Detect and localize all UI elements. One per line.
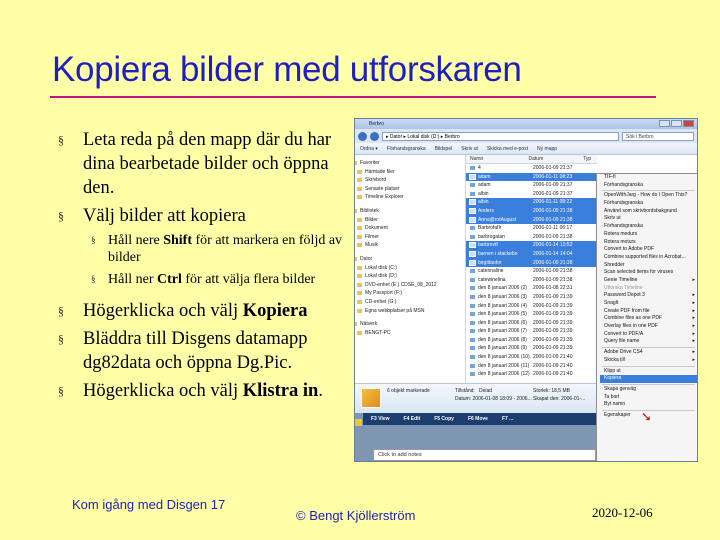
file-name: albin [478,199,489,206]
mouse-pointer-icon: ➘ [641,409,652,424]
menu-item[interactable]: Query file name ▸ [600,338,698,346]
nav-item-label: Dokument [365,225,388,232]
file-row[interactable] [466,198,597,207]
nav-item[interactable] [355,281,465,290]
image-file-icon [469,371,476,377]
image-file-icon [469,260,476,266]
file-name: adam [478,173,491,180]
file-date: 2006-01-09 21:39 [533,302,573,309]
size-label: Storlek: 18,5 MB [533,388,570,394]
file-row[interactable] [466,241,597,250]
bullet-command: Klistra in [242,381,319,401]
menu-item[interactable]: Skicka till ▸ [600,357,698,365]
image-file-icon [469,328,476,334]
file-row[interactable] [466,370,597,379]
file-row[interactable] [466,233,597,242]
nav-item-label: Dator [360,255,373,262]
file-date: 2006-01-09 21:39 [533,319,573,326]
menu-item[interactable]: Kopiera [600,375,698,383]
file-date: 2006-01-09 21:40 [533,354,573,361]
notes-field[interactable]: Click to add notes [373,449,596,461]
sub-bullet-text: Håll ner [108,272,157,287]
function-key-bar [363,413,596,425]
bullet-item [58,379,343,403]
bullet-text: Högerklicka och välj [83,301,243,321]
file-row[interactable] [466,344,597,353]
function-key-button[interactable]: F6 Move [467,416,488,422]
menu-item[interactable]: Overlay files in one PDF ▸ [600,323,698,331]
toolbar-button[interactable]: Ordna ▾ [360,145,378,152]
nav-item-label: Lokal disk (C:) [365,264,397,271]
menu-item[interactable]: Förhandsgranska [604,200,643,207]
image-file-icon [469,294,476,300]
toolbar-button[interactable]: Skicka med e-post [486,145,529,152]
file-row[interactable] [466,310,597,319]
bullet-marker: § [58,304,64,318]
nav-item-label: Bilder [365,216,378,223]
file-date: 2006-01-09 21:37 [533,165,573,171]
file-date: 2006-01-11 06:17 [533,225,573,232]
file-name: catewinelina [478,276,506,283]
title-divider [50,96,656,98]
image-file-icon [469,345,476,351]
menu-item[interactable]: OpenWithJarg - How do I Open This? [604,192,688,199]
menu-item[interactable]: TIF-fi [604,174,616,180]
menu-item[interactable]: Klipp ut [604,367,621,374]
menu-item[interactable]: Byt namn [604,401,626,408]
state-value: Delad [479,388,493,394]
file-name: den 8 januari 2006 (4) [478,302,527,309]
image-file-icon [469,337,476,343]
file-row[interactable] [466,284,597,293]
folder-icon [357,309,362,313]
file-row[interactable] [466,216,597,225]
file-date: 2006-01-09 21:38 [533,216,573,223]
column-date[interactable]: Datum [528,156,544,162]
nav-item-label: Musik [365,242,379,249]
bullet-command: Kopiera [242,301,308,321]
slide-title: Kopiera bilder med utforskaren [52,50,522,89]
image-file-icon [469,363,476,369]
nav-item-label: CD-enhet (G:) [365,298,397,305]
nav-item-label: Skrivbord [365,177,387,184]
folder-icon [357,218,362,222]
sub-bullet-marker: § [91,274,96,284]
address-bar [355,129,697,143]
nav-item[interactable] [355,176,465,185]
folder-icon [357,266,362,270]
folder-icon [357,195,362,199]
menu-item[interactable]: Skriv ut [604,215,621,222]
menu-item[interactable]: Create PDF from file ▸ [600,308,698,316]
bullet-marker: § [58,209,64,223]
bullet-marker: § [58,133,64,147]
nav-item[interactable] [355,241,465,250]
state-label: Tillstånd: [455,388,475,394]
details-pane [355,383,596,413]
file-name: barbrovtf [478,242,498,249]
explorer-toolbar [355,143,697,155]
file-date: 2006-01-09 21:39 [533,293,573,300]
folder-icon [357,283,362,287]
key-name: Ctrl [156,272,182,287]
file-row[interactable] [466,181,597,190]
file-name: barnen i stackebo [478,250,518,257]
menu-item[interactable]: Genie Timeline ▸ [600,277,698,285]
file-date: 2006-01-09 21:37 [533,182,573,189]
file-date: 2006-01-09 21:38 [533,268,573,275]
file-date: 2006-01-09 21:38 [533,207,573,214]
file-list [465,155,597,383]
file-row[interactable] [466,259,597,268]
column-name[interactable]: Namn [470,156,484,162]
file-date: 2006-01-11 08:23 [533,173,573,180]
file-name: den 8 januari 2006 (5) [478,311,527,318]
nav-item-label: My Passport (F:) [365,290,402,297]
window-titlebar [355,119,697,129]
file-date: 2006-01-09 21:38 [533,276,573,283]
navigation-pane [355,155,465,383]
bullet-marker: § [58,332,64,346]
file-row[interactable] [466,276,597,285]
menu-item[interactable]: Förhandsgranska [604,223,643,230]
nav-item[interactable] [355,289,465,298]
file-date: 2006-01-09 21:38 [533,259,573,266]
nav-item-label: Favoriter [360,160,380,166]
menu-item[interactable]: Password Depot 3 ▸ [600,292,698,300]
file-row[interactable] [466,164,597,173]
file-name: den 8 januari 2006 (8) [478,336,527,343]
file-name: catennaline [478,268,504,275]
file-name: den 8 januari 2006 (2) [478,285,527,292]
file-date: 2006-01-11 08:22 [533,199,573,206]
file-date: 2006-01-14 14:04 [533,250,573,257]
file-row[interactable] [466,362,597,371]
menu-item[interactable]: Convert to Adobe PDF [604,246,655,253]
file-row[interactable] [466,224,597,233]
file-row[interactable] [466,302,597,311]
bullet-list [58,128,343,407]
forward-icon[interactable] [370,132,379,141]
folder-icon [357,300,362,304]
nav-item[interactable] [355,224,465,233]
nav-item-label: BENGT-PC [365,329,391,336]
image-file-icon [469,217,476,223]
file-row[interactable] [466,327,597,336]
nav-item[interactable] [355,193,465,202]
sub-bullet-text: för att välja flera bilder [181,272,316,287]
file-name: den 8 januari 2006 (3) [478,293,527,300]
nav-item[interactable] [355,307,465,316]
sub-bullet-text: Håll nere [108,233,164,248]
nav-item-label: DVD-enhet (E:) CDSE_08_2012 [365,281,437,288]
file-date: 2006-01-09 21:39 [533,328,573,335]
sub-bullet-text: för att markera en följd av bilder [108,233,343,265]
toolbar-button[interactable]: Bildspel [434,145,453,152]
back-icon[interactable] [358,132,367,141]
file-name: Barbrofaflr [478,225,502,232]
thumbnail-icon [361,388,381,408]
file-date: 2006-01-08 22:31 [533,285,573,292]
nav-item[interactable] [355,207,465,216]
file-name: den 8 januari 2006 (7) [478,328,527,335]
bullet-item [58,299,343,323]
function-key-button[interactable]: F4 Edit [403,416,421,422]
column-headers [466,155,597,164]
file-name: albin [478,190,489,197]
nav-item-label: Senaste platser [365,185,400,192]
menu-item[interactable]: Förhandsgranska [604,181,643,188]
image-file-icon [469,354,476,360]
file-name: 4 [478,165,481,171]
file-row[interactable] [466,207,597,216]
nav-item-label: Timeline Explorer [365,194,404,201]
menu-item[interactable]: Scan selected items for viruses [604,269,674,276]
nav-item-label: Bibliotek [360,207,379,214]
nav-item[interactable] [355,329,465,338]
image-file-icon [469,251,476,257]
minimize-button[interactable] [659,120,670,127]
image-file-icon [469,303,476,309]
footer-author: © Bengt Kjöllerström [296,508,416,523]
file-name: den 8 januari 2006 (6) [478,319,527,326]
image-file-icon [469,268,476,274]
image-file-icon [469,165,476,171]
image-file-icon [469,225,476,231]
file-name: den 8 januari 2006 (10) [478,354,530,361]
image-file-icon [469,191,476,197]
menu-item[interactable]: Combine supported files in Acrobat... [604,253,686,260]
footer-course: Kom igång med Disgen 17 [72,497,226,512]
key-name: Shift [163,233,192,248]
bullet-text: Leta reda på den mapp där du har dina bearbetade bilder och öppna den. [83,130,332,198]
function-key-button[interactable]: F7 ... [501,416,514,422]
background-app [355,413,596,462]
nav-item[interactable] [355,320,465,329]
bullet-text: Bläddra till Disgens datamapp dg82data och öppna Dg.Pic. [83,329,308,373]
image-file-icon [469,199,476,205]
sub-bullet-marker: § [91,235,96,245]
nav-item[interactable] [355,272,465,281]
app-icon [355,419,362,426]
file-name: Anders [478,207,494,214]
nav-item[interactable] [355,233,465,242]
address-input[interactable]: ▸ Dator ▸ Lokal disk (D:) ▸ Berbro [382,132,619,141]
menu-item[interactable]: SnagIt ▸ [600,300,698,308]
nav-item[interactable] [355,298,465,307]
menu-item[interactable]: Skapa genväg [604,385,636,392]
bullet-text: Högerklicka och välj [83,381,243,401]
menu-item[interactable]: Adobe Drive CS4 ▸ [600,349,698,357]
image-file-icon [469,285,476,291]
nav-item[interactable] [355,159,465,168]
sub-bullet-item [58,232,343,266]
bullet-marker: § [58,384,64,398]
function-key-button[interactable]: F5 Copy [434,416,454,422]
folder-icon [357,170,362,174]
menu-item[interactable]: Combine files as one PDF ▸ [600,315,698,323]
column-type[interactable]: Typ [583,156,592,162]
file-row[interactable] [466,293,597,302]
menu-item[interactable]: Ta bort [604,393,620,400]
file-date: 2006-01-09 21:37 [533,190,573,197]
toolbar-button[interactable]: Förhandsgranska [386,145,426,152]
file-date: 2006-01-09 21:40 [533,371,573,378]
folder-icon [357,178,362,182]
bullet-item [58,204,343,228]
file-date: 2006-01-09 21:40 [533,362,573,369]
folder-icon [357,243,362,247]
image-file-icon [469,277,476,283]
menu-item: Utforska Timeline [604,284,643,291]
menu-item[interactable]: Shredder [604,261,625,268]
image-file-icon [469,208,476,214]
menu-item[interactable]: Rotera medurs [604,230,638,237]
selection-count: 6 objekt markerade [387,388,430,394]
search-input[interactable]: Sök i Berbro [622,132,694,141]
toolbar-button[interactable]: Ny mapp [537,145,558,152]
nav-item[interactable] [355,264,465,273]
bullet-text: Välj bilder att kopiera [83,206,246,226]
window-title: Berbro [369,121,385,127]
file-row[interactable] [466,319,597,328]
menu-item[interactable]: Convert to PDF/A ▸ [600,331,698,339]
nav-item-label: Lokal disk (D:) [365,273,397,280]
image-file-icon [469,311,476,317]
file-row[interactable] [466,250,597,259]
nav-item[interactable] [355,185,465,194]
folder-icon [357,274,362,278]
folder-icon [357,235,362,239]
file-name: Anna@rotAugust [478,216,517,223]
image-file-icon [469,320,476,326]
bullet-item [58,128,343,200]
image-file-icon [469,174,476,180]
file-date: 2006-01-09 21:39 [533,345,573,352]
function-key-button[interactable]: F3 View [371,416,390,422]
close-button[interactable] [683,120,694,127]
date-label: Datum: 2006-01-08 18:09 - 2006... [455,396,532,402]
footer-date: 2020-12-06 [592,505,653,520]
section-icon [354,257,357,261]
sub-bullet-item [58,271,343,288]
file-date: 2006-01-09 21:39 [533,336,573,343]
folder-icon [357,331,362,335]
bullet-item [58,327,343,375]
folder-icon [357,226,362,230]
file-row[interactable] [466,353,597,362]
section-icon [354,209,357,213]
image-file-icon [469,234,476,240]
section-icon [354,161,357,165]
menu-item[interactable]: Egenskaper [604,411,631,418]
folder-icon [357,291,362,295]
file-name: den 8 januari 2006 (12) [478,371,530,378]
file-date: 2006-01-09 21:39 [533,311,573,318]
maximize-button[interactable] [671,120,682,127]
file-name: den 8 januari 2006 (9) [478,345,527,352]
nav-item-label: Filmer [365,233,379,240]
file-row[interactable] [466,336,597,345]
file-name: den 8 januari 2006 (11) [478,362,530,369]
nav-item[interactable] [355,255,465,264]
created-label: Skapat den: 2006-01-... [533,396,586,402]
menu-item[interactable]: Rotera moturs [604,238,636,245]
file-row[interactable] [466,267,597,276]
nav-item[interactable] [355,168,465,177]
section-icon [354,322,357,326]
window-controls [659,120,694,127]
nav-item-label: Egna webbplatser på MSN [365,307,425,314]
file-name: barbrogatan [478,233,505,240]
file-date: 2006-01-14 13:52 [533,242,573,249]
file-name: adam [478,182,491,189]
menu-item[interactable]: Använd som skrivbordsbakgrund [604,207,677,214]
toolbar-button[interactable]: Skriv ut [461,145,478,152]
file-date: 2006-01-09 21:38 [533,233,573,240]
file-row[interactable] [466,190,597,199]
bullet-text: . [318,381,323,401]
folder-icon [357,187,362,191]
file-row[interactable] [466,173,597,182]
image-file-icon [469,182,476,188]
nav-item-label: Hämtade filer [365,168,395,175]
nav-item[interactable] [355,216,465,225]
file-name: birgittaohn [478,259,502,266]
image-file-icon [469,242,476,248]
nav-item-label: Nätverk [360,321,378,328]
